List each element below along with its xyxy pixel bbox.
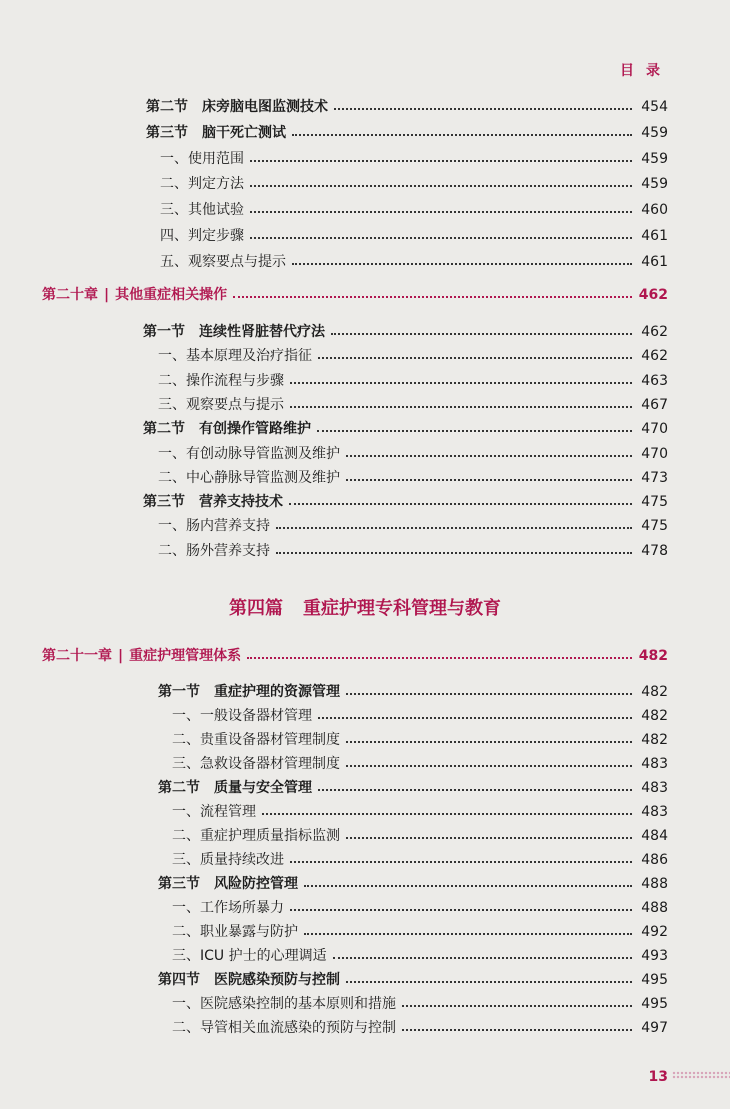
toc-item-entry[interactable] [158, 393, 668, 417]
toc-section-entry[interactable] [158, 968, 668, 992]
entry-page: 459 [641, 176, 668, 193]
entry-page: 488 [641, 900, 668, 916]
entry-label: 三、质量持续改进 [172, 852, 284, 868]
dot-leader [346, 693, 632, 695]
entry-page: 492 [641, 924, 668, 940]
toc-item-entry[interactable] [172, 992, 668, 1016]
entry-label: 二、职业暴露与防护 [172, 924, 298, 940]
entry-page: 497 [641, 1020, 668, 1036]
entry-page: 475 [641, 518, 668, 535]
entry-page: 482 [641, 708, 668, 724]
chapter-page: 482 [638, 648, 668, 664]
toc-item-entry[interactable] [160, 250, 668, 274]
entry-page: 495 [641, 996, 668, 1012]
entry-page: 483 [641, 780, 668, 796]
toc-item-entry[interactable] [172, 1016, 668, 1040]
entry-page: 459 [641, 150, 668, 167]
toc-item-entry[interactable] [160, 224, 668, 248]
chapter-page: 462 [638, 287, 668, 303]
dot-leader [292, 263, 632, 265]
entry-label: 第二节 有创操作管路维护 [143, 421, 311, 438]
part-title: 重症护理专科管理与教育 [303, 598, 501, 619]
dot-leader [402, 1005, 632, 1007]
toc-section-entry[interactable] [158, 680, 668, 704]
entry-page: 461 [641, 228, 668, 244]
entry-label: 一、肠内营养支持 [158, 518, 270, 535]
chapter-number: 第二十章 [42, 287, 98, 303]
dot-leader [402, 1029, 632, 1031]
dot-leader [346, 455, 632, 457]
chapter-title: 其他重症相关操作 [115, 287, 228, 303]
toc-item-entry[interactable] [172, 752, 668, 776]
entry-page: 459 [641, 124, 668, 141]
toc-section-entry[interactable] [143, 320, 668, 344]
toc-section-entry[interactable] [146, 121, 668, 145]
entry-page: 495 [641, 972, 668, 988]
toc-item-entry[interactable] [158, 369, 668, 393]
entry-label: 一、医院感染控制的基本原则和措施 [172, 996, 396, 1012]
chapter-separator: | [104, 287, 110, 303]
dot-leader [318, 357, 632, 359]
entry-label: 一、流程管理 [172, 804, 256, 820]
footer-decoration [672, 1071, 730, 1079]
dot-leader [346, 981, 632, 983]
entry-page: 482 [641, 684, 668, 700]
dot-leader [276, 527, 632, 529]
toc-item-entry[interactable] [172, 896, 668, 920]
dot-leader [233, 296, 632, 298]
entry-label: 二、中心静脉导管监测及维护 [158, 469, 340, 486]
entry-label: 三、其他试验 [160, 202, 244, 219]
toc-item-entry[interactable] [172, 944, 668, 968]
chapter-number: 第二十一章 [42, 648, 112, 664]
entry-page: 461 [641, 253, 668, 270]
entry-label: 二、导管相关血流感染的预防与控制 [172, 1020, 396, 1036]
entry-label: 第二节 质量与安全管理 [158, 780, 312, 796]
dot-leader [346, 765, 632, 767]
page-number: 13 [648, 1069, 668, 1085]
dot-leader [250, 237, 632, 239]
entry-page: 483 [641, 756, 668, 772]
entry-page: 484 [641, 828, 668, 844]
part-heading-4[interactable] [0, 594, 730, 620]
chapter-heading-20[interactable] [42, 283, 668, 307]
dot-leader [304, 885, 632, 887]
dot-leader [290, 861, 632, 863]
toc-item-entry[interactable] [160, 147, 668, 171]
dot-leader [290, 382, 632, 384]
entry-page: 475 [641, 494, 668, 511]
entry-page: 493 [641, 948, 668, 964]
chapter-title: 重症护理管理体系 [129, 648, 242, 664]
dot-leader [290, 909, 632, 911]
toc-item-entry[interactable] [160, 172, 668, 196]
entry-label: 二、操作流程与步骤 [158, 372, 284, 389]
toc-item-entry[interactable] [172, 800, 668, 824]
entry-label: 二、重症护理质量指标监测 [172, 828, 340, 844]
entry-label: 二、贵重设备器材管理制度 [172, 732, 340, 748]
chapter-separator: | [118, 648, 124, 664]
entry-label: 第四节 医院感染预防与控制 [158, 972, 340, 988]
entry-page: 482 [641, 732, 668, 748]
toc-item-entry[interactable] [158, 514, 668, 538]
entry-label: 一、一般设备器材管理 [172, 708, 312, 724]
entry-label: 第三节 风险防控管理 [158, 876, 298, 892]
entry-label: 第三节 脑干死亡测试 [146, 124, 286, 141]
entry-page: 473 [641, 469, 668, 486]
toc-section-entry[interactable] [143, 417, 668, 441]
toc-item-entry[interactable] [158, 466, 668, 490]
toc-item-entry[interactable] [172, 824, 668, 848]
entry-page: 470 [641, 421, 668, 438]
dot-leader [317, 430, 632, 432]
entry-page: 460 [641, 202, 668, 219]
entry-page: 488 [641, 876, 668, 892]
entry-label: 二、判定方法 [160, 176, 244, 193]
entry-label: 第三节 营养支持技术 [143, 494, 283, 511]
dot-leader [318, 717, 632, 719]
entry-label: 五、观察要点与提示 [160, 253, 286, 270]
entry-label: 一、有创动脉导管监测及维护 [158, 445, 340, 462]
entry-page: 486 [641, 852, 668, 868]
entry-label: 第一节 连续性肾脏替代疗法 [143, 324, 325, 340]
entry-page: 470 [641, 445, 668, 462]
entry-label: 三、急救设备器材管理制度 [172, 756, 340, 772]
toc-item-entry[interactable] [172, 848, 668, 872]
chapter-heading-21[interactable] [42, 644, 668, 668]
dot-leader [346, 837, 632, 839]
toc-item-entry[interactable] [172, 704, 668, 728]
entry-label: 一、使用范围 [160, 150, 244, 167]
entry-page: 463 [641, 372, 668, 389]
toc-section-entry[interactable] [158, 872, 668, 896]
entry-label: 二、肠外营养支持 [158, 542, 270, 559]
toc-section-entry[interactable] [158, 776, 668, 800]
dot-leader [250, 185, 632, 187]
entry-label: 四、判定步骤 [160, 228, 244, 244]
entry-label: 三、ICU 护士的心理调适 [172, 948, 327, 964]
dot-leader [276, 552, 632, 554]
page-header-title: 目录 [620, 63, 672, 79]
toc-section-entry[interactable] [146, 95, 668, 119]
entry-page: 478 [641, 542, 668, 559]
entry-label: 一、工作场所暴力 [172, 900, 284, 916]
toc-item-entry[interactable] [160, 198, 668, 222]
dot-leader [289, 503, 632, 505]
dot-leader [262, 813, 632, 815]
entry-label: 一、基本原理及治疗指征 [158, 348, 312, 365]
dot-leader [333, 957, 632, 959]
part-number: 第四篇 [229, 598, 283, 619]
dot-leader [250, 160, 632, 162]
dot-leader [247, 657, 632, 659]
dot-leader [292, 134, 632, 136]
dot-leader [290, 406, 632, 408]
dot-leader [304, 933, 632, 935]
entry-page: 462 [641, 348, 668, 365]
dot-leader [346, 479, 632, 481]
toc-item-entry[interactable] [172, 728, 668, 752]
toc-item-entry[interactable] [172, 920, 668, 944]
entry-page: 467 [641, 396, 668, 413]
toc-item-entry[interactable] [158, 344, 668, 368]
entry-label: 第二节 床旁脑电图监测技术 [146, 99, 328, 115]
entry-page: 462 [641, 324, 668, 340]
dot-leader [250, 211, 632, 213]
dot-leader [318, 789, 632, 791]
toc-item-entry[interactable] [158, 539, 668, 563]
toc-item-entry[interactable] [158, 442, 668, 466]
entry-page: 454 [641, 99, 668, 115]
toc-section-entry[interactable] [143, 490, 668, 514]
entry-page: 483 [641, 804, 668, 820]
entry-label: 第一节 重症护理的资源管理 [158, 684, 340, 700]
entry-label: 三、观察要点与提示 [158, 396, 284, 413]
dot-leader [346, 741, 632, 743]
dot-leader [331, 333, 632, 335]
dot-leader [334, 108, 632, 110]
